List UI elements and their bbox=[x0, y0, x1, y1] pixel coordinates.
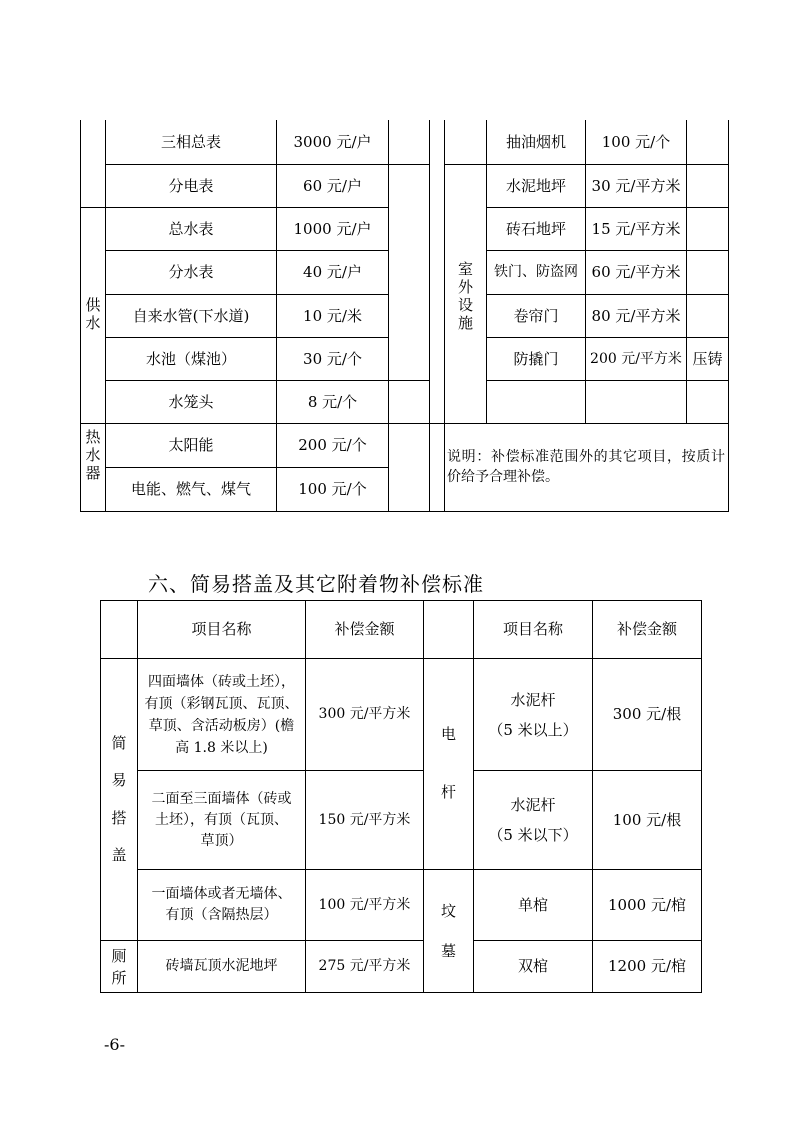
item-price: 100 元/个 bbox=[298, 480, 367, 499]
item-price: 8 元/个 bbox=[307, 392, 358, 411]
item-price: 200 元/个 bbox=[298, 436, 367, 455]
item-price: 1200 元/棺 bbox=[608, 957, 686, 976]
item-price: 1000 元/棺 bbox=[608, 895, 686, 914]
header-item-name: 项目名称 bbox=[191, 620, 252, 639]
item-name: 水池（煤池） bbox=[145, 349, 236, 368]
item-price: 60 元/户 bbox=[303, 176, 362, 195]
item-name: 水笼头 bbox=[168, 392, 214, 411]
item-price: 80 元/平方米 bbox=[591, 306, 681, 325]
item-price: 30 元/个 bbox=[303, 349, 362, 368]
page-number: -6- bbox=[104, 1035, 125, 1054]
item-price: 1000 元/户 bbox=[293, 219, 372, 238]
group-label-outdoor: 室 外 设 施 bbox=[457, 260, 473, 332]
section-title: 六、简易搭盖及其它附着物补偿标准 bbox=[148, 572, 484, 596]
item-name: 卷帘门 bbox=[513, 306, 559, 325]
table-note: 说明：补偿标准范围外的其它项目，按质计价给予合理补偿。 bbox=[447, 449, 725, 485]
item-name: 分电表 bbox=[168, 176, 214, 195]
item-price: 15 元/平方米 bbox=[591, 219, 681, 238]
item-price: 60 元/平方米 bbox=[591, 263, 681, 282]
item-name: 分水表 bbox=[168, 263, 214, 282]
item-name: 防撬门 bbox=[513, 349, 559, 368]
item-name: 总水表 bbox=[168, 219, 214, 238]
item-name: 砖石地坪 bbox=[505, 219, 566, 238]
header-item-name-2: 项目名称 bbox=[502, 620, 563, 639]
item-name: 单棺 bbox=[517, 895, 548, 914]
item-price: 100 元/个 bbox=[601, 133, 671, 152]
item-name: 四面墙体（砖或土坯）， 有顶（彩钢瓦顶、瓦顶、 草顶、含活动板房）(檐 高 1.8 米以上) bbox=[144, 673, 299, 756]
header-amount-2: 补偿金额 bbox=[616, 620, 677, 639]
item-price: 275 元/平方米 bbox=[318, 958, 411, 974]
item-price: 300 元/根 bbox=[612, 705, 682, 724]
item-price: 150 元/平方米 bbox=[318, 811, 411, 828]
group-label-pole: 电 杆 bbox=[440, 725, 456, 801]
item-price: 3000 元/户 bbox=[293, 133, 372, 152]
group-label-toilet: 厕 所 bbox=[111, 947, 127, 987]
group-label-tomb: 坟 墓 bbox=[440, 902, 456, 960]
group-label-heater: 热 水 器 bbox=[85, 428, 101, 482]
item-name: 水泥杆 （5 米以下） bbox=[488, 796, 578, 844]
item-name: 自来水管(下水道) bbox=[132, 306, 250, 325]
header-amount: 补偿金额 bbox=[334, 620, 395, 639]
item-name: 抽油烟机 bbox=[505, 133, 566, 152]
item-name: 铁门、防盗网 bbox=[494, 264, 578, 280]
item-name: 三相总表 bbox=[160, 133, 221, 152]
item-name: 双棺 bbox=[517, 957, 548, 976]
item-price: 300 元/平方米 bbox=[318, 706, 411, 722]
item-name: 水泥地坪 bbox=[505, 176, 566, 195]
item-name: 一面墙体或者无墙体、 有顶（含隔热层） bbox=[151, 886, 292, 923]
item-price: 40 元/户 bbox=[303, 263, 362, 282]
item-price: 10 元/米 bbox=[303, 306, 362, 325]
item-name: 水泥杆 （5 米以上） bbox=[488, 690, 578, 739]
item-note: 压铸 bbox=[692, 349, 723, 368]
item-price: 100 元/根 bbox=[612, 810, 682, 829]
item-price: 200 元/平方米 bbox=[590, 350, 682, 367]
item-name: 太阳能 bbox=[168, 436, 214, 455]
item-name: 砖墙瓦顶水泥地坪 bbox=[165, 958, 278, 974]
item-name: 电能、燃气、煤气 bbox=[130, 480, 251, 499]
item-price: 100 元/平方米 bbox=[318, 896, 411, 913]
group-label-simple-shelter: 简 易 搭 盖 bbox=[111, 734, 127, 864]
item-name: 二面至三面墙体（砖或 土坯），有顶（瓦顶、 草顶） bbox=[151, 790, 292, 849]
group-label-water: 供 水 bbox=[85, 296, 101, 332]
item-price: 30 元/平方米 bbox=[591, 176, 681, 195]
